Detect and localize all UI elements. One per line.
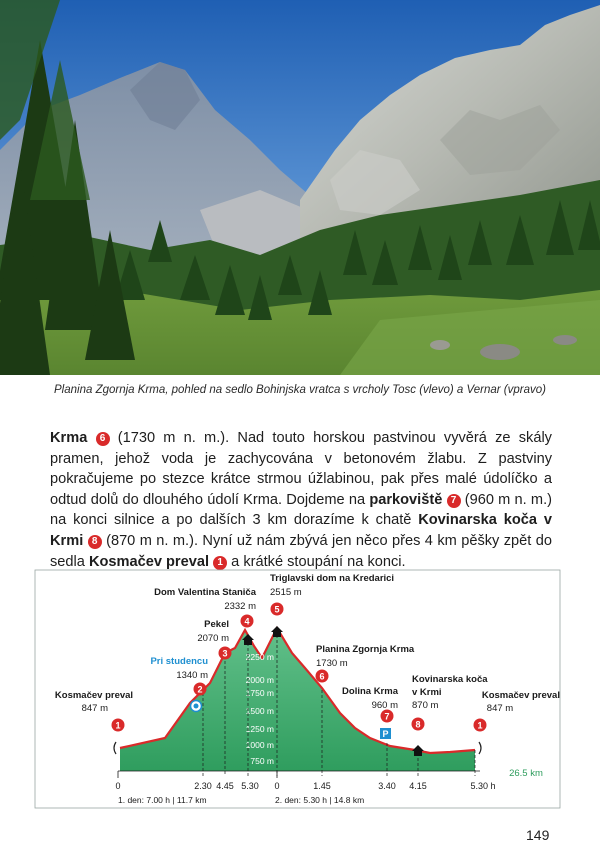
svg-text:7: 7 <box>384 711 390 722</box>
waypoint-name-4: Dom Valentina Staniča <box>154 587 256 598</box>
waypoint-name-3: Pekel <box>204 619 229 630</box>
waypoint-marker-5 <box>271 603 284 616</box>
text-part-2: (960 m n. m.) na konci silnice a po dalších 3 km dorazíme k chatě <box>50 491 553 529</box>
place-kosmacev-preval: Kosmačev preval <box>88 553 210 570</box>
alt-tick-1750: 1750 m <box>245 688 274 698</box>
waypoint-name-2: Pri studencu <box>150 656 208 667</box>
time-tick-445: 4.45 <box>216 781 234 791</box>
waypoint-name-6: Planina Zgornja Krma <box>316 644 415 655</box>
waypoint-badge-6: 6 <box>96 432 110 446</box>
waypoint-badge-8: 8 <box>88 535 102 549</box>
waypoint-alt-7: 960 m <box>371 700 398 711</box>
waypoint-marker-1 <box>112 719 125 732</box>
time-tick-230: 2.30 <box>194 781 212 791</box>
time-tick-530h: 5.30 h <box>470 781 496 791</box>
svg-text:5: 5 <box>274 604 280 615</box>
text-part-3: (870 m n. m.). Nyní už nám zbývá jen něco přes 4 km pěšky zpět do sedla <box>50 532 552 570</box>
waypoint-name-8: Kovinarska koča <box>412 674 488 685</box>
waypoint-alt-3: 2070 m <box>197 633 229 644</box>
waypoint-marker-1-end <box>474 719 487 732</box>
page-number: 149 <box>526 827 550 843</box>
photo-caption: Planina Zgornja Krma, pohled na sedlo Bohinjska vratca s vrcholy Tosc (vlevo) a Vernar (vpravo) <box>54 384 546 396</box>
total-distance: 26.5 km <box>509 768 543 779</box>
waypoint-badge-7: 7 <box>447 494 461 508</box>
time-tick-0: 0 <box>115 781 121 791</box>
svg-text:8: 8 <box>415 719 421 730</box>
place-kovinarska-koca: Kovinarska koča v Krmi <box>50 512 552 549</box>
waypoint-name-8-line2: v Krmi <box>412 687 442 698</box>
day2-summary: 2. den: 5.30 h | 14.8 km <box>275 795 365 805</box>
alt-tick-1000: 1000 m <box>245 740 274 750</box>
svg-text:2: 2 <box>197 684 203 695</box>
waypoint-marker-6 <box>316 670 329 683</box>
alt-tick-1250: 1250 m <box>245 724 274 734</box>
time-tick-340: 3.40 <box>378 781 396 791</box>
svg-text:P: P <box>382 729 389 739</box>
text-part-4: a krátké stoupání na konci. <box>227 553 406 570</box>
svg-text:6: 6 <box>319 671 325 682</box>
svg-text:4: 4 <box>244 616 250 627</box>
waypoint-marker-4 <box>241 615 254 628</box>
time-tick-0b: 0 <box>274 781 280 791</box>
waypoint-alt-1: 847 m <box>81 703 108 714</box>
alt-tick-1500: 1500 m <box>245 706 274 716</box>
waypoint-badge-1: 1 <box>213 556 227 570</box>
parking-icon <box>380 728 391 739</box>
mountain-photo <box>0 0 600 375</box>
elevation-profile <box>30 568 565 810</box>
time-tick-145: 1.45 <box>313 781 331 791</box>
waypoint-alt-2: 1340 m <box>176 670 208 681</box>
alt-tick-750: 750 m <box>250 756 274 766</box>
svg-text:3: 3 <box>222 648 228 659</box>
alt-tick-2000: 2000 m <box>245 675 274 685</box>
spring-icon <box>191 701 202 712</box>
waypoint-alt-8: 870 m <box>412 700 439 711</box>
text-part-1: (1730 m n. m.). Nad touto horskou pastvinou vyvěrá ze skály pramen, jehož voda je zachycována v betonovém žlabu. Z pastviny pokračujeme po stezce krátce strmou úžlabinou, pak přes malé údolíčko a odtud dolů do dlouhého údolí Krma. Dojdeme na <box>50 430 552 508</box>
time-tick-530: 5.30 <box>241 781 259 791</box>
waypoint-alt-1-end: 847 m <box>486 703 514 714</box>
waypoint-alt-5: 2515 m <box>270 587 302 598</box>
waypoint-marker-8 <box>412 718 425 731</box>
waypoint-marker-2 <box>194 683 207 696</box>
svg-text:1: 1 <box>477 720 483 731</box>
waypoint-name-5: Triglavski dom na Kredarici <box>270 573 395 584</box>
alt-tick-2250: 2250 m <box>245 652 274 662</box>
place-parkoviste: parkoviště <box>369 491 443 508</box>
body-paragraph <box>50 428 552 572</box>
waypoint-alt-4: 2332 m <box>224 601 256 612</box>
svg-text:1: 1 <box>115 720 121 731</box>
time-tick-415: 4.15 <box>409 781 427 791</box>
waypoint-marker-7 <box>381 710 394 723</box>
waypoint-name-1: Kosmačev preval <box>54 690 134 701</box>
waypoint-alt-6: 1730 m <box>316 658 348 669</box>
place-krma: Krma <box>50 430 88 446</box>
waypoint-name-1-end: Kosmačev preval <box>481 690 560 701</box>
waypoint-marker-3 <box>219 647 232 660</box>
waypoint-name-7: Dolina Krma <box>342 686 398 697</box>
day1-summary: 1. den: 7.00 h | 11.7 km <box>118 795 207 805</box>
